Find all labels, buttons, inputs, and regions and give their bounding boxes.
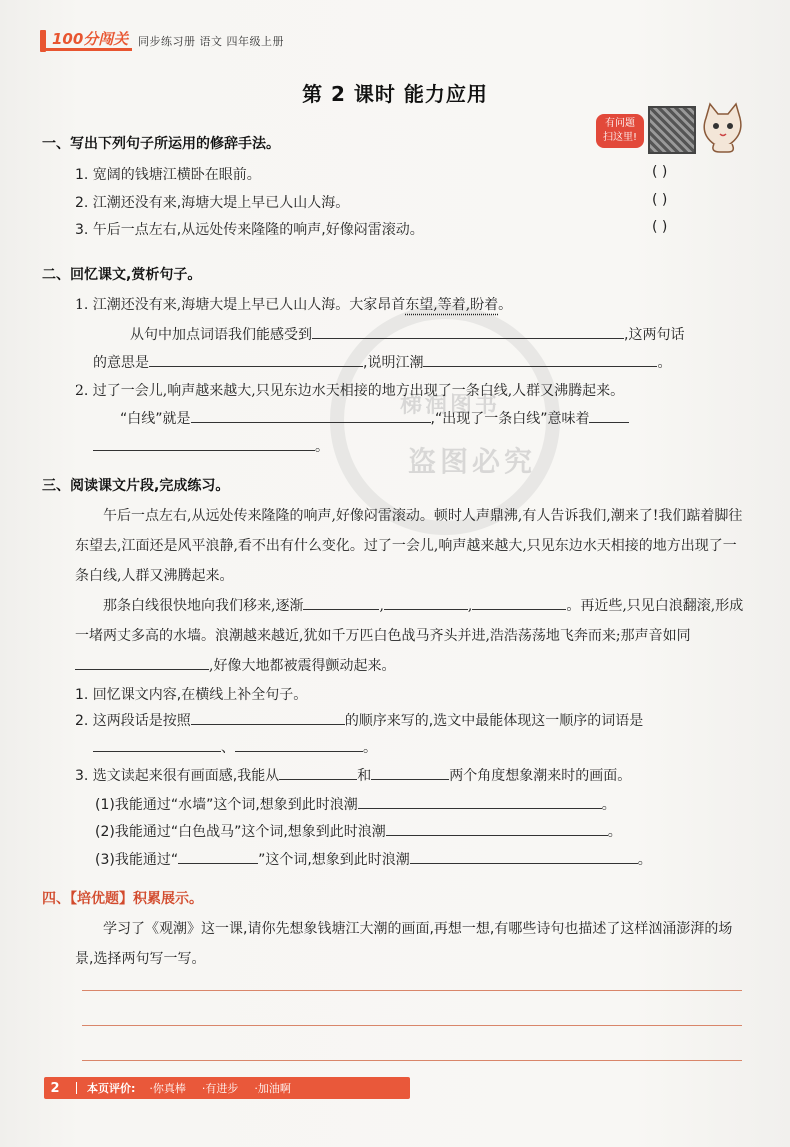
page-footer <box>44 1077 410 1099</box>
writing-line-3[interactable] <box>82 1060 742 1061</box>
s1-item-3: 3. 午后一点左右,从远处传来隆隆的响声,好像闷雷滚动。 <box>75 222 424 238</box>
qr-label: 有问题 扫这里! <box>596 114 644 148</box>
s3-p2-blank-4[interactable] <box>75 655 209 670</box>
brand-logo <box>40 28 130 54</box>
writing-line-2[interactable] <box>82 1025 742 1026</box>
eval-option-try-harder[interactable]: ·加油啊 <box>254 1082 291 1095</box>
s1-answer-3[interactable]: ( ) <box>652 219 668 235</box>
s3-passage-1: 午后一点左右,从远处传来隆隆的响声,好像闷雷滚动。顿时人声鼎沸,有人告诉我们,潮来了!我们踮着脚往东望去,江面还是风平浪静,看不出有什么变化。过了一会儿,响声越来越大,只见东边水天相接的地方出现了一条白线,人群又沸腾起来。 <box>75 508 743 584</box>
s3-q3: 3. 选文读起来很有画面感,我能从 和 两个角度想象潮来时的画面。 <box>75 765 631 785</box>
page-title: 第 2 课时 能力应用 <box>302 82 488 106</box>
s3-p2-blank-3[interactable] <box>472 595 566 610</box>
s3-p2-blank-2[interactable] <box>384 595 468 610</box>
dotted-words: 东望,等着,盼着 <box>405 297 499 313</box>
brand-logo-text: 100分闯关 <box>52 30 129 48</box>
s3-q3-sub-1: (1)我能通过“水墙”这个词,想象到此时浪潮 。 <box>95 794 616 814</box>
qr-code-icon[interactable] <box>648 106 696 154</box>
s3-q2-line2: 、 。 <box>93 737 377 757</box>
s3-sub3-blank-2[interactable] <box>410 849 638 864</box>
s3-q3-sub-2: (2)我能通过“白色战马”这个词,想象到此时浪潮 。 <box>95 821 622 841</box>
page-number: 2 <box>50 1080 60 1096</box>
s1-answer-2[interactable]: ( ) <box>652 192 668 208</box>
s3-sub3-blank-1[interactable] <box>178 849 258 864</box>
s3-q2: 2. 这两段话是按照 的顺序来写的,选文中最能体现这一顺序的词语是 <box>75 710 643 730</box>
s4-prompt: 学习了《观潮》这一课,请你先想象钱塘江大潮的画面,再想一想,有哪些诗句也描述了这样汹涌澎湃的场景,选择两句写一写。 <box>75 921 733 967</box>
s2-q1-blank-3[interactable] <box>423 352 657 367</box>
s1-item-1: 1. 宽阔的钱塘江横卧在眼前。 <box>75 167 261 183</box>
s3-q2-blank-1[interactable] <box>191 710 345 725</box>
s2-q2-blank-2[interactable] <box>589 408 629 423</box>
s1-item-2: 2. 江潮还没有来,海塘大堤上早已人山人海。 <box>75 195 350 211</box>
book-info: 同步练习册 语文 四年级上册 <box>138 35 284 48</box>
s3-q1: 1. 回忆课文内容,在横线上补全句子。 <box>75 687 308 703</box>
s3-q3-blank-1[interactable] <box>279 765 357 780</box>
s2-q1-sentence: 1. 江潮还没有来,海塘大堤上早已人山人海。大家昂首东望,等着,盼着。 <box>75 297 513 313</box>
section-2-heading: 二、回忆课文,赏析句子。 <box>42 267 202 283</box>
s3-passage-2: 那条白线很快地向我们移来,逐渐 , , 。再近些,只见白浪翻滚,形成一堵两丈多高的水墙。浪潮越来越近,犹如千万匹白色战马齐头并进,浩浩荡荡地飞奔而来;那声音如同,好像大地都被震得颤动起来。 <box>75 591 745 681</box>
s3-q3-blank-2[interactable] <box>371 765 449 780</box>
s3-q2-blank-3[interactable] <box>235 737 363 752</box>
s2-q1-blank-2[interactable] <box>149 352 363 367</box>
eval-option-great[interactable]: ·你真棒 <box>149 1082 186 1095</box>
writing-line-1[interactable] <box>82 990 742 991</box>
s3-sub1-blank[interactable] <box>358 794 602 809</box>
s3-q2-blank-2[interactable] <box>93 737 221 752</box>
page-header <box>40 26 284 56</box>
s2-q2-blank-3[interactable] <box>93 436 315 451</box>
watermark-text-top: 梯润图书 <box>400 393 501 418</box>
section-4-heading: 四、【培优题】积累展示。 <box>42 891 203 907</box>
s3-p2-blank-1[interactable] <box>303 595 379 610</box>
s2-q2-sentence: 2. 过了一会儿,响声越来越大,只见东边水天相接的地方出现了一条白线,人群又沸腾起来。 <box>75 383 625 399</box>
s2-q2-line3: 。 <box>93 436 329 456</box>
eval-option-progress[interactable]: ·有进步 <box>201 1082 239 1095</box>
qr-help[interactable] <box>590 100 750 160</box>
s1-answer-1[interactable]: ( ) <box>652 164 668 180</box>
s2-q1-line2: 从句中加点词语我们能感受到 ,这两句话 <box>130 324 684 344</box>
s2-q2-line2: “白线”就是 ,“出现了一条白线”意味着 <box>120 408 629 428</box>
s2-q1-line3: 的意思是 ,说明江潮 。 <box>93 352 671 372</box>
s2-q1-blank-1[interactable] <box>312 324 624 339</box>
s3-sub2-blank[interactable] <box>386 821 608 836</box>
section-1-heading: 一、写出下列句子所运用的修辞手法。 <box>42 136 280 152</box>
evaluation-label: 本页评价: <box>87 1082 136 1095</box>
section-3-heading: 三、阅读课文片段,完成练习。 <box>42 478 230 494</box>
s3-q3-sub-3: (3)我能通过“ ”这个词,想象到此时浪潮 。 <box>95 849 652 869</box>
cat-mascot-icon <box>700 100 744 154</box>
watermark-text-bottom: 盗图必究 <box>408 445 537 478</box>
s2-q2-blank-1[interactable] <box>191 408 431 423</box>
